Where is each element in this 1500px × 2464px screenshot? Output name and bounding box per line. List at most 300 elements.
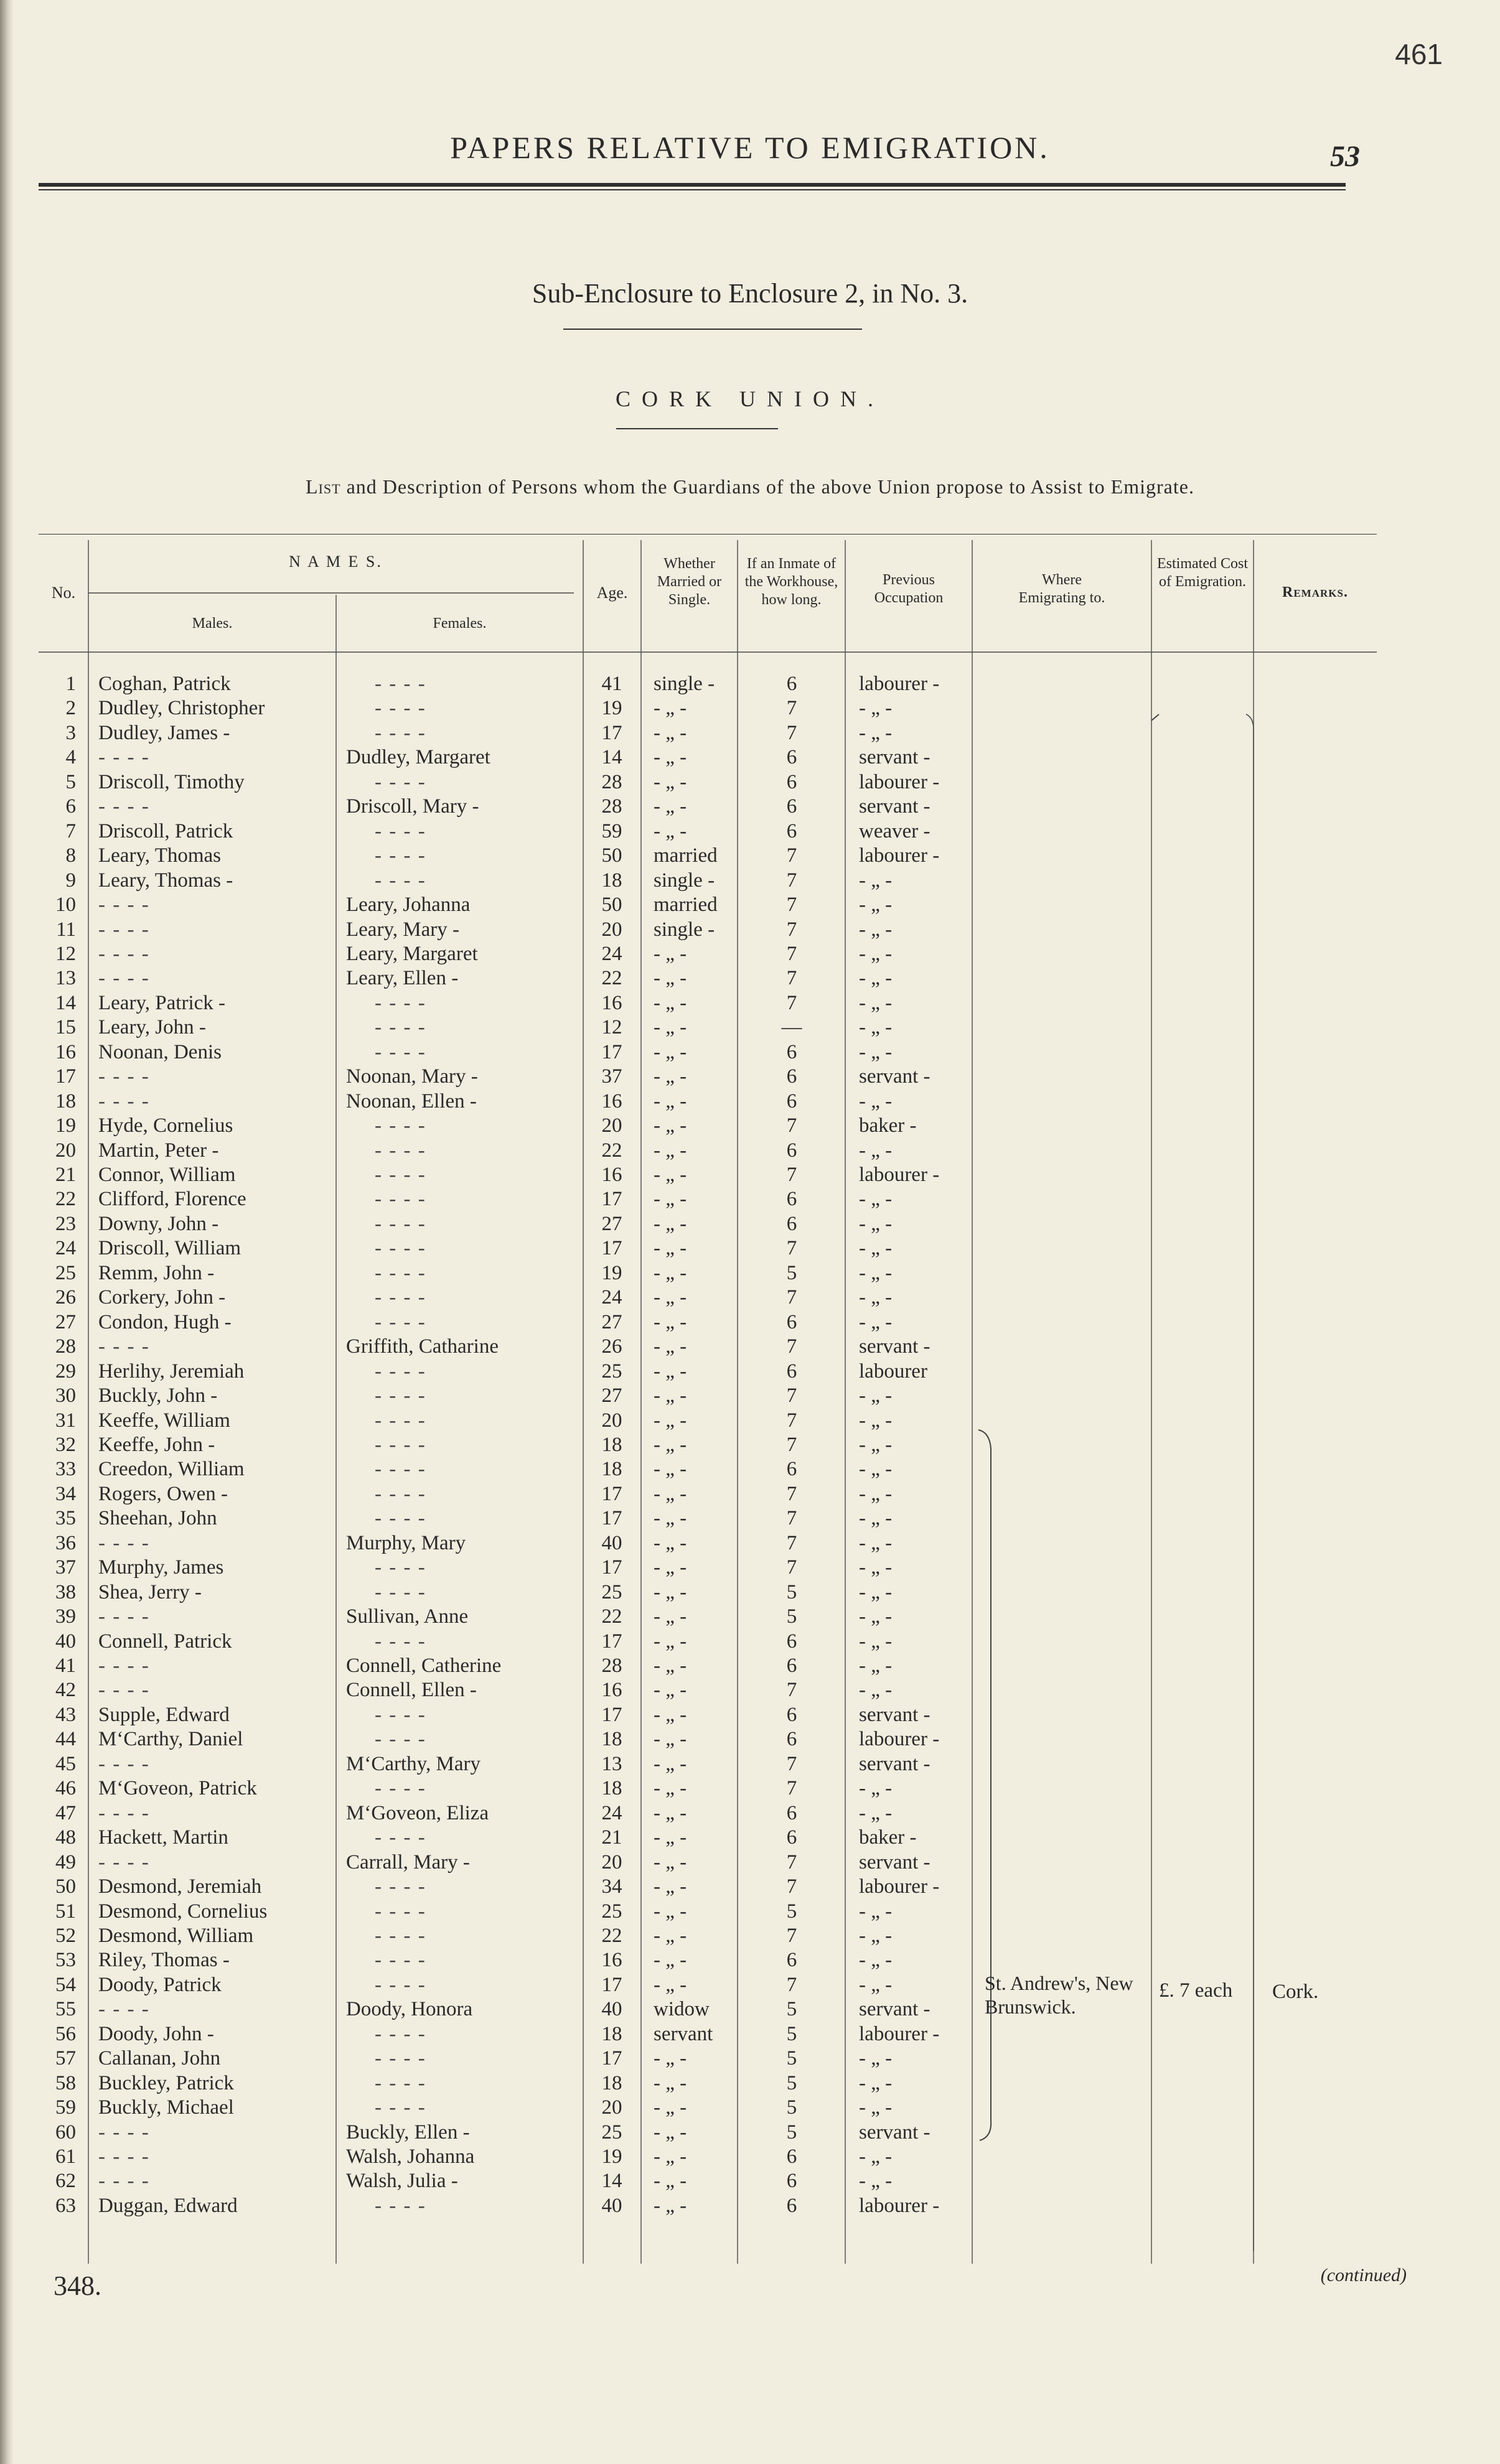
row-number: 36: [55, 1531, 76, 1554]
age: 37: [601, 1065, 622, 1088]
row-number: 22: [55, 1188, 76, 1211]
marital-status: - „ -: [654, 1924, 687, 1947]
marital-status: - „ -: [654, 1016, 687, 1039]
age: 13: [601, 1752, 622, 1775]
occupation: labourer -: [859, 1728, 940, 1751]
male-name: Leary, Thomas -: [98, 869, 233, 892]
empty-male-filler: - - - -: [98, 1801, 150, 1824]
occupation: - „ -: [859, 1507, 893, 1530]
occupation: baker -: [859, 1826, 917, 1849]
male-name: Desmond, Jeremiah: [98, 1875, 262, 1898]
female-name: Noonan, Ellen -: [346, 1090, 477, 1113]
workhouse-duration: 6: [786, 673, 797, 695]
female-name: Buckly, Ellen -: [346, 2121, 470, 2144]
occupation: - „ -: [859, 1040, 893, 1063]
marital-status: - „ -: [654, 1556, 687, 1579]
occupation: servant -: [859, 2121, 930, 2144]
union-rule: [616, 428, 778, 429]
occupation: - „ -: [859, 1949, 893, 1972]
male-name: Buckly, Michael: [98, 2096, 234, 2119]
marital-status: - „ -: [654, 1801, 687, 1824]
age: 18: [601, 2022, 622, 2045]
marital-status: married: [654, 894, 718, 917]
empty-female-filler: - - - -: [375, 1924, 426, 1947]
female-name: Leary, Margaret: [346, 942, 478, 965]
occupation: servant -: [859, 1998, 930, 2021]
empty-male-filler: - - - -: [98, 1850, 150, 1874]
workhouse-duration: 6: [786, 770, 797, 793]
header-rule-thin: [39, 189, 1346, 190]
empty-male-filler: - - - -: [98, 1998, 150, 2021]
male-name: Connor, William: [98, 1164, 236, 1186]
row-number: 62: [55, 2170, 76, 2193]
empty-female-filler: - - - -: [375, 1728, 426, 1751]
empty-female-filler: - - - -: [375, 1630, 426, 1653]
age: 20: [601, 1409, 622, 1432]
empty-female-filler: - - - -: [375, 1360, 426, 1383]
occupation: - „ -: [859, 918, 893, 941]
age: 25: [601, 1580, 622, 1603]
empty-female-filler: - - - -: [375, 1212, 426, 1235]
female-name: Walsh, Johanna: [346, 2145, 475, 2168]
workhouse-duration: 6: [786, 1458, 797, 1481]
folio-number: 461: [1395, 38, 1443, 70]
male-name: Hyde, Cornelius: [98, 1114, 233, 1137]
marital-status: - „ -: [654, 1090, 687, 1113]
row-number: 11: [56, 918, 76, 941]
empty-female-filler: - - - -: [375, 1237, 426, 1260]
header-names: N A M E S.: [289, 553, 383, 571]
age: 27: [601, 1384, 622, 1407]
union-title: CORK UNION.: [616, 386, 884, 411]
workhouse-duration: 5: [786, 2096, 797, 2119]
occupation: - „ -: [859, 721, 893, 744]
marital-status: - „ -: [654, 1040, 687, 1063]
row-number: 43: [55, 1703, 76, 1726]
marital-status: - „ -: [654, 1164, 687, 1186]
empty-male-filler: - - - -: [98, 1335, 150, 1358]
marital-status: - „ -: [654, 1728, 687, 1751]
empty-female-filler: - - - -: [375, 1900, 426, 1923]
workhouse-duration: 7: [786, 869, 797, 892]
marital-status: - „ -: [654, 1188, 687, 1211]
workhouse-duration: 5: [786, 2047, 797, 2070]
row-number: 17: [55, 1065, 76, 1088]
row-number: 37: [55, 1556, 76, 1579]
male-name: Buckly, John -: [98, 1384, 218, 1407]
male-name: Sheehan, John: [98, 1507, 217, 1530]
marital-status: - „ -: [654, 770, 687, 793]
occupation: - „ -: [859, 1384, 893, 1407]
header-married-single: Whether Married or Single.: [657, 556, 722, 608]
row-number: 8: [65, 844, 76, 867]
workhouse-duration: 7: [786, 1286, 797, 1309]
row-number: 29: [55, 1360, 76, 1383]
marital-status: - „ -: [654, 1826, 687, 1849]
marital-status: - „ -: [654, 1458, 687, 1481]
occupation: - „ -: [859, 2071, 893, 2094]
row-number: 35: [55, 1507, 76, 1530]
empty-male-filler: - - - -: [98, 1090, 150, 1113]
age: 50: [601, 894, 622, 917]
occupation: labourer: [859, 1360, 927, 1383]
marital-status: - „ -: [654, 1482, 687, 1505]
male-name: Driscoll, Patrick: [98, 819, 233, 842]
marital-status: - „ -: [654, 1114, 687, 1137]
marital-status: - „ -: [654, 1605, 687, 1628]
workhouse-duration: 5: [786, 2071, 797, 2094]
occupation: - „ -: [859, 1482, 893, 1505]
workhouse-duration: 7: [786, 1777, 797, 1800]
age: 18: [601, 1458, 622, 1481]
age: 17: [601, 2047, 622, 2070]
age: 16: [601, 1949, 622, 1972]
marital-status: - „ -: [654, 1286, 687, 1309]
marital-status: single -: [654, 869, 715, 892]
marital-status: - „ -: [654, 1679, 687, 1702]
male-name: Supple, Edward: [98, 1703, 230, 1726]
workhouse-duration: —: [781, 1016, 802, 1039]
page-number: 53: [1330, 140, 1360, 173]
occupation: - „ -: [859, 1458, 893, 1481]
male-name: Desmond, Cornelius: [98, 1900, 268, 1923]
running-head: PAPERS RELATIVE TO EMIGRATION.: [450, 130, 1050, 165]
occupation: - „ -: [859, 1090, 893, 1113]
male-name: Martin, Peter -: [98, 1139, 219, 1162]
female-name: Leary, Mary -: [346, 918, 460, 941]
workhouse-duration: 6: [786, 1826, 797, 1849]
age: 24: [601, 1286, 622, 1309]
marital-status: - „ -: [654, 1335, 687, 1358]
empty-female-filler: - - - -: [375, 1433, 426, 1456]
age: 34: [601, 1875, 622, 1898]
workhouse-duration: 6: [786, 1654, 797, 1677]
workhouse-duration: 6: [786, 1040, 797, 1063]
workhouse-duration: 7: [786, 1384, 797, 1407]
occupation: - „ -: [859, 697, 893, 720]
female-name: Doody, Honora: [346, 1998, 473, 2021]
age: 17: [601, 1507, 622, 1530]
age: 41: [601, 673, 622, 695]
age: 24: [601, 942, 622, 965]
occupation: - „ -: [859, 1679, 893, 1702]
row-number: 40: [55, 1630, 76, 1653]
male-name: Clifford, Florence: [98, 1188, 246, 1211]
row-number: 2: [65, 697, 76, 720]
row-number: 21: [55, 1164, 76, 1186]
occupation: - „ -: [859, 894, 893, 917]
age: 22: [601, 1605, 622, 1628]
workhouse-duration: 7: [786, 697, 797, 720]
workhouse-duration: 7: [786, 1679, 797, 1702]
empty-male-filler: - - - -: [98, 942, 150, 965]
empty-male-filler: - - - -: [98, 1752, 150, 1775]
row-number: 10: [55, 894, 76, 917]
workhouse-duration: 6: [786, 819, 797, 842]
row-number: 58: [55, 2071, 76, 2094]
workhouse-duration: 6: [786, 1728, 797, 1751]
marital-status: - „ -: [654, 2121, 687, 2144]
male-name: Downy, John -: [98, 1212, 219, 1235]
marital-status: - „ -: [654, 1237, 687, 1260]
female-name: Griffith, Catharine: [346, 1335, 499, 1358]
empty-male-filler: - - - -: [98, 1679, 150, 1702]
empty-female-filler: - - - -: [375, 1016, 426, 1039]
age: 17: [601, 1703, 622, 1726]
age: 14: [601, 2170, 622, 2193]
list-title-prefix: List: [306, 475, 341, 498]
occupation: baker -: [859, 1114, 917, 1137]
age: 20: [601, 1114, 622, 1137]
workhouse-duration: 5: [786, 1261, 797, 1284]
workhouse-duration: 7: [786, 1114, 797, 1137]
row-number: 49: [55, 1850, 76, 1874]
occupation: labourer -: [859, 2194, 940, 2217]
age: 17: [601, 1040, 622, 1063]
marital-status: - „ -: [654, 1875, 687, 1898]
header-no: No.: [51, 584, 76, 602]
workhouse-duration: 5: [786, 2121, 797, 2144]
workhouse-duration: 5: [786, 1580, 797, 1603]
age: 25: [601, 2121, 622, 2144]
male-name: Coghan, Patrick: [98, 673, 231, 695]
emigrants-table: [39, 534, 1377, 2270]
workhouse-duration: 7: [786, 1752, 797, 1775]
row-number: 33: [55, 1458, 76, 1481]
empty-female-filler: - - - -: [375, 2096, 426, 2119]
marital-status: - „ -: [654, 746, 687, 769]
male-name: Leary, Patrick -: [98, 991, 226, 1014]
age: 17: [601, 1973, 622, 1996]
occupation: - „ -: [859, 2145, 893, 2168]
occupation: - „ -: [859, 1310, 893, 1333]
workhouse-duration: 5: [786, 1998, 797, 2021]
male-name: Leary, John -: [98, 1016, 206, 1039]
workhouse-duration: 6: [786, 746, 797, 769]
empty-female-filler: - - - -: [375, 1458, 426, 1481]
occupation: - „ -: [859, 1801, 893, 1824]
workhouse-duration: 5: [786, 1605, 797, 1628]
row-number: 30: [55, 1384, 76, 1407]
age: 22: [601, 967, 622, 990]
workhouse-duration: 7: [786, 1973, 797, 1996]
female-name: Leary, Ellen -: [346, 967, 459, 990]
marital-status: - „ -: [654, 1949, 687, 1972]
row-number: 39: [55, 1605, 76, 1628]
workhouse-duration: 7: [786, 1507, 797, 1530]
row-number: 57: [55, 2047, 76, 2070]
female-name: Dudley, Margaret: [346, 746, 490, 769]
marital-status: - „ -: [654, 1580, 687, 1603]
marital-status: - „ -: [654, 1752, 687, 1775]
marital-status: - „ -: [654, 1654, 687, 1677]
occupation: - „ -: [859, 2170, 893, 2193]
row-number: 50: [55, 1875, 76, 1898]
male-name: Doody, John -: [98, 2022, 214, 2045]
female-name: Driscoll, Mary -: [346, 795, 479, 818]
row-number: 56: [55, 2022, 76, 2045]
row-number: 23: [55, 1212, 76, 1235]
workhouse-duration: 7: [786, 1556, 797, 1579]
marital-status: - „ -: [654, 1433, 687, 1456]
age: 17: [601, 1630, 622, 1653]
age: 27: [601, 1212, 622, 1235]
age: 20: [601, 918, 622, 941]
marital-status: - „ -: [654, 721, 687, 744]
workhouse-duration: 7: [786, 918, 797, 941]
row-number: 1: [65, 673, 76, 695]
occupation: servant -: [859, 795, 930, 818]
occupation: - „ -: [859, 1900, 893, 1923]
age: 20: [601, 1850, 622, 1874]
age: 50: [601, 844, 622, 867]
occupation: labourer -: [859, 1875, 940, 1898]
marital-status: single -: [654, 918, 715, 941]
female-name: Connell, Ellen -: [346, 1679, 477, 1702]
footer-continued: (continued): [1320, 2265, 1407, 2285]
empty-female-filler: - - - -: [375, 1188, 426, 1211]
occupation: - „ -: [859, 1139, 893, 1162]
marital-status: married: [654, 844, 718, 867]
male-name: Driscoll, Timothy: [98, 770, 245, 793]
marital-status: - „ -: [654, 1630, 687, 1653]
male-name: Riley, Thomas -: [98, 1949, 230, 1972]
workhouse-duration: 6: [786, 2194, 797, 2217]
empty-female-filler: - - - -: [375, 770, 426, 793]
age: 16: [601, 1090, 622, 1113]
row-number: 18: [55, 1090, 76, 1113]
row-number: 7: [65, 819, 76, 842]
male-name: Desmond, William: [98, 1924, 254, 1947]
workhouse-duration: 5: [786, 2022, 797, 2045]
row-number: 41: [55, 1654, 76, 1677]
age: 17: [601, 721, 622, 744]
male-name: Shea, Jerry -: [98, 1580, 202, 1603]
male-name: Herlihy, Jeremiah: [98, 1360, 245, 1383]
age: 20: [601, 2096, 622, 2119]
marital-status: single -: [654, 673, 715, 695]
age: 28: [601, 795, 622, 818]
list-title: [0, 475, 1500, 498]
row-number: 13: [55, 967, 76, 990]
age: 22: [601, 1924, 622, 1947]
header-occupation: Previous Occupation: [874, 572, 944, 606]
empty-female-filler: - - - -: [375, 1139, 426, 1162]
marital-status: - „ -: [654, 1973, 687, 1996]
marital-status: - „ -: [654, 819, 687, 842]
empty-female-filler: - - - -: [375, 1703, 426, 1726]
age: 28: [601, 1654, 622, 1677]
marital-status: - „ -: [654, 1900, 687, 1923]
male-name: Doody, Patrick: [98, 1973, 222, 1996]
row-number: 32: [55, 1433, 76, 1456]
empty-female-filler: - - - -: [375, 869, 426, 892]
occupation: - „ -: [859, 1286, 893, 1309]
workhouse-duration: 7: [786, 942, 797, 965]
male-name: Creedon, William: [98, 1458, 245, 1481]
row-number: 61: [55, 2145, 76, 2168]
male-name: Duggan, Edward: [98, 2194, 238, 2217]
occupation: - „ -: [859, 2096, 893, 2119]
empty-male-filler: - - - -: [98, 1531, 150, 1554]
male-name: Callanan, John: [98, 2047, 221, 2070]
empty-female-filler: - - - -: [375, 2194, 426, 2217]
row-number: 45: [55, 1752, 76, 1775]
empty-female-filler: - - - -: [375, 673, 426, 695]
empty-male-filler: - - - -: [98, 894, 150, 917]
male-name: Noonan, Denis: [98, 1040, 222, 1063]
row-number: 28: [55, 1335, 76, 1358]
occupation: servant -: [859, 746, 930, 769]
empty-male-filler: - - - -: [98, 2121, 150, 2144]
empty-female-filler: - - - -: [375, 1482, 426, 1505]
female-name: M‘Carthy, Mary: [346, 1752, 480, 1775]
empty-female-filler: - - - -: [375, 1580, 426, 1603]
header-workhouse-inmate: If an Inmate of the Workhouse, how long.: [744, 556, 838, 608]
workhouse-duration: 6: [786, 1703, 797, 1726]
workhouse-duration: 7: [786, 1237, 797, 1260]
occupation: - „ -: [859, 991, 893, 1014]
female-name: Walsh, Julia -: [346, 2170, 458, 2193]
male-name: Dudley, Christopher: [98, 697, 265, 720]
row-number: 25: [55, 1261, 76, 1284]
empty-female-filler: - - - -: [375, 1114, 426, 1137]
title-rule: [563, 329, 862, 330]
marital-status: - „ -: [654, 697, 687, 720]
marital-status: - „ -: [654, 2145, 687, 2168]
occupation: - „ -: [859, 1212, 893, 1235]
empty-male-filler: - - - -: [98, 795, 150, 818]
empty-female-filler: - - - -: [375, 844, 426, 867]
marital-status: - „ -: [654, 2096, 687, 2119]
workhouse-duration: 7: [786, 1850, 797, 1874]
workhouse-duration: 6: [786, 1360, 797, 1383]
male-name: Condon, Hugh -: [98, 1310, 232, 1333]
marital-status: - „ -: [654, 2170, 687, 2193]
header-remarks: Remarks.: [1282, 584, 1348, 600]
marital-status: - „ -: [654, 1384, 687, 1407]
row-number: 59: [55, 2096, 76, 2119]
empty-female-filler: - - - -: [375, 991, 426, 1014]
row-number: 38: [55, 1580, 76, 1603]
male-name: M‘Carthy, Daniel: [98, 1728, 243, 1751]
age: 25: [601, 1900, 622, 1923]
row-number: 48: [55, 1826, 76, 1849]
row-number: 63: [55, 2194, 76, 2217]
occupation: labourer -: [859, 1164, 940, 1186]
header-cost: Estimated Cost of Emigration.: [1157, 556, 1248, 590]
age: 25: [601, 1360, 622, 1383]
workhouse-duration: 7: [786, 1482, 797, 1505]
age: 17: [601, 1237, 622, 1260]
male-name: Keeffe, William: [98, 1409, 230, 1432]
age: 40: [601, 2194, 622, 2217]
empty-female-filler: - - - -: [375, 2022, 426, 2045]
row-number: 55: [55, 1998, 76, 2021]
age: 14: [601, 746, 622, 769]
workhouse-duration: 6: [786, 795, 797, 818]
occupation: - „ -: [859, 967, 893, 990]
row-number: 60: [55, 2121, 76, 2144]
empty-female-filler: - - - -: [375, 819, 426, 842]
footer-sheet-number: 348.: [54, 2270, 101, 2301]
row-number: 9: [65, 869, 76, 892]
age: 40: [601, 1998, 622, 2021]
workhouse-duration: 6: [786, 1139, 797, 1162]
age: 17: [601, 1556, 622, 1579]
male-name: Keeffe, John -: [98, 1433, 215, 1456]
workhouse-duration: 6: [786, 1801, 797, 1824]
